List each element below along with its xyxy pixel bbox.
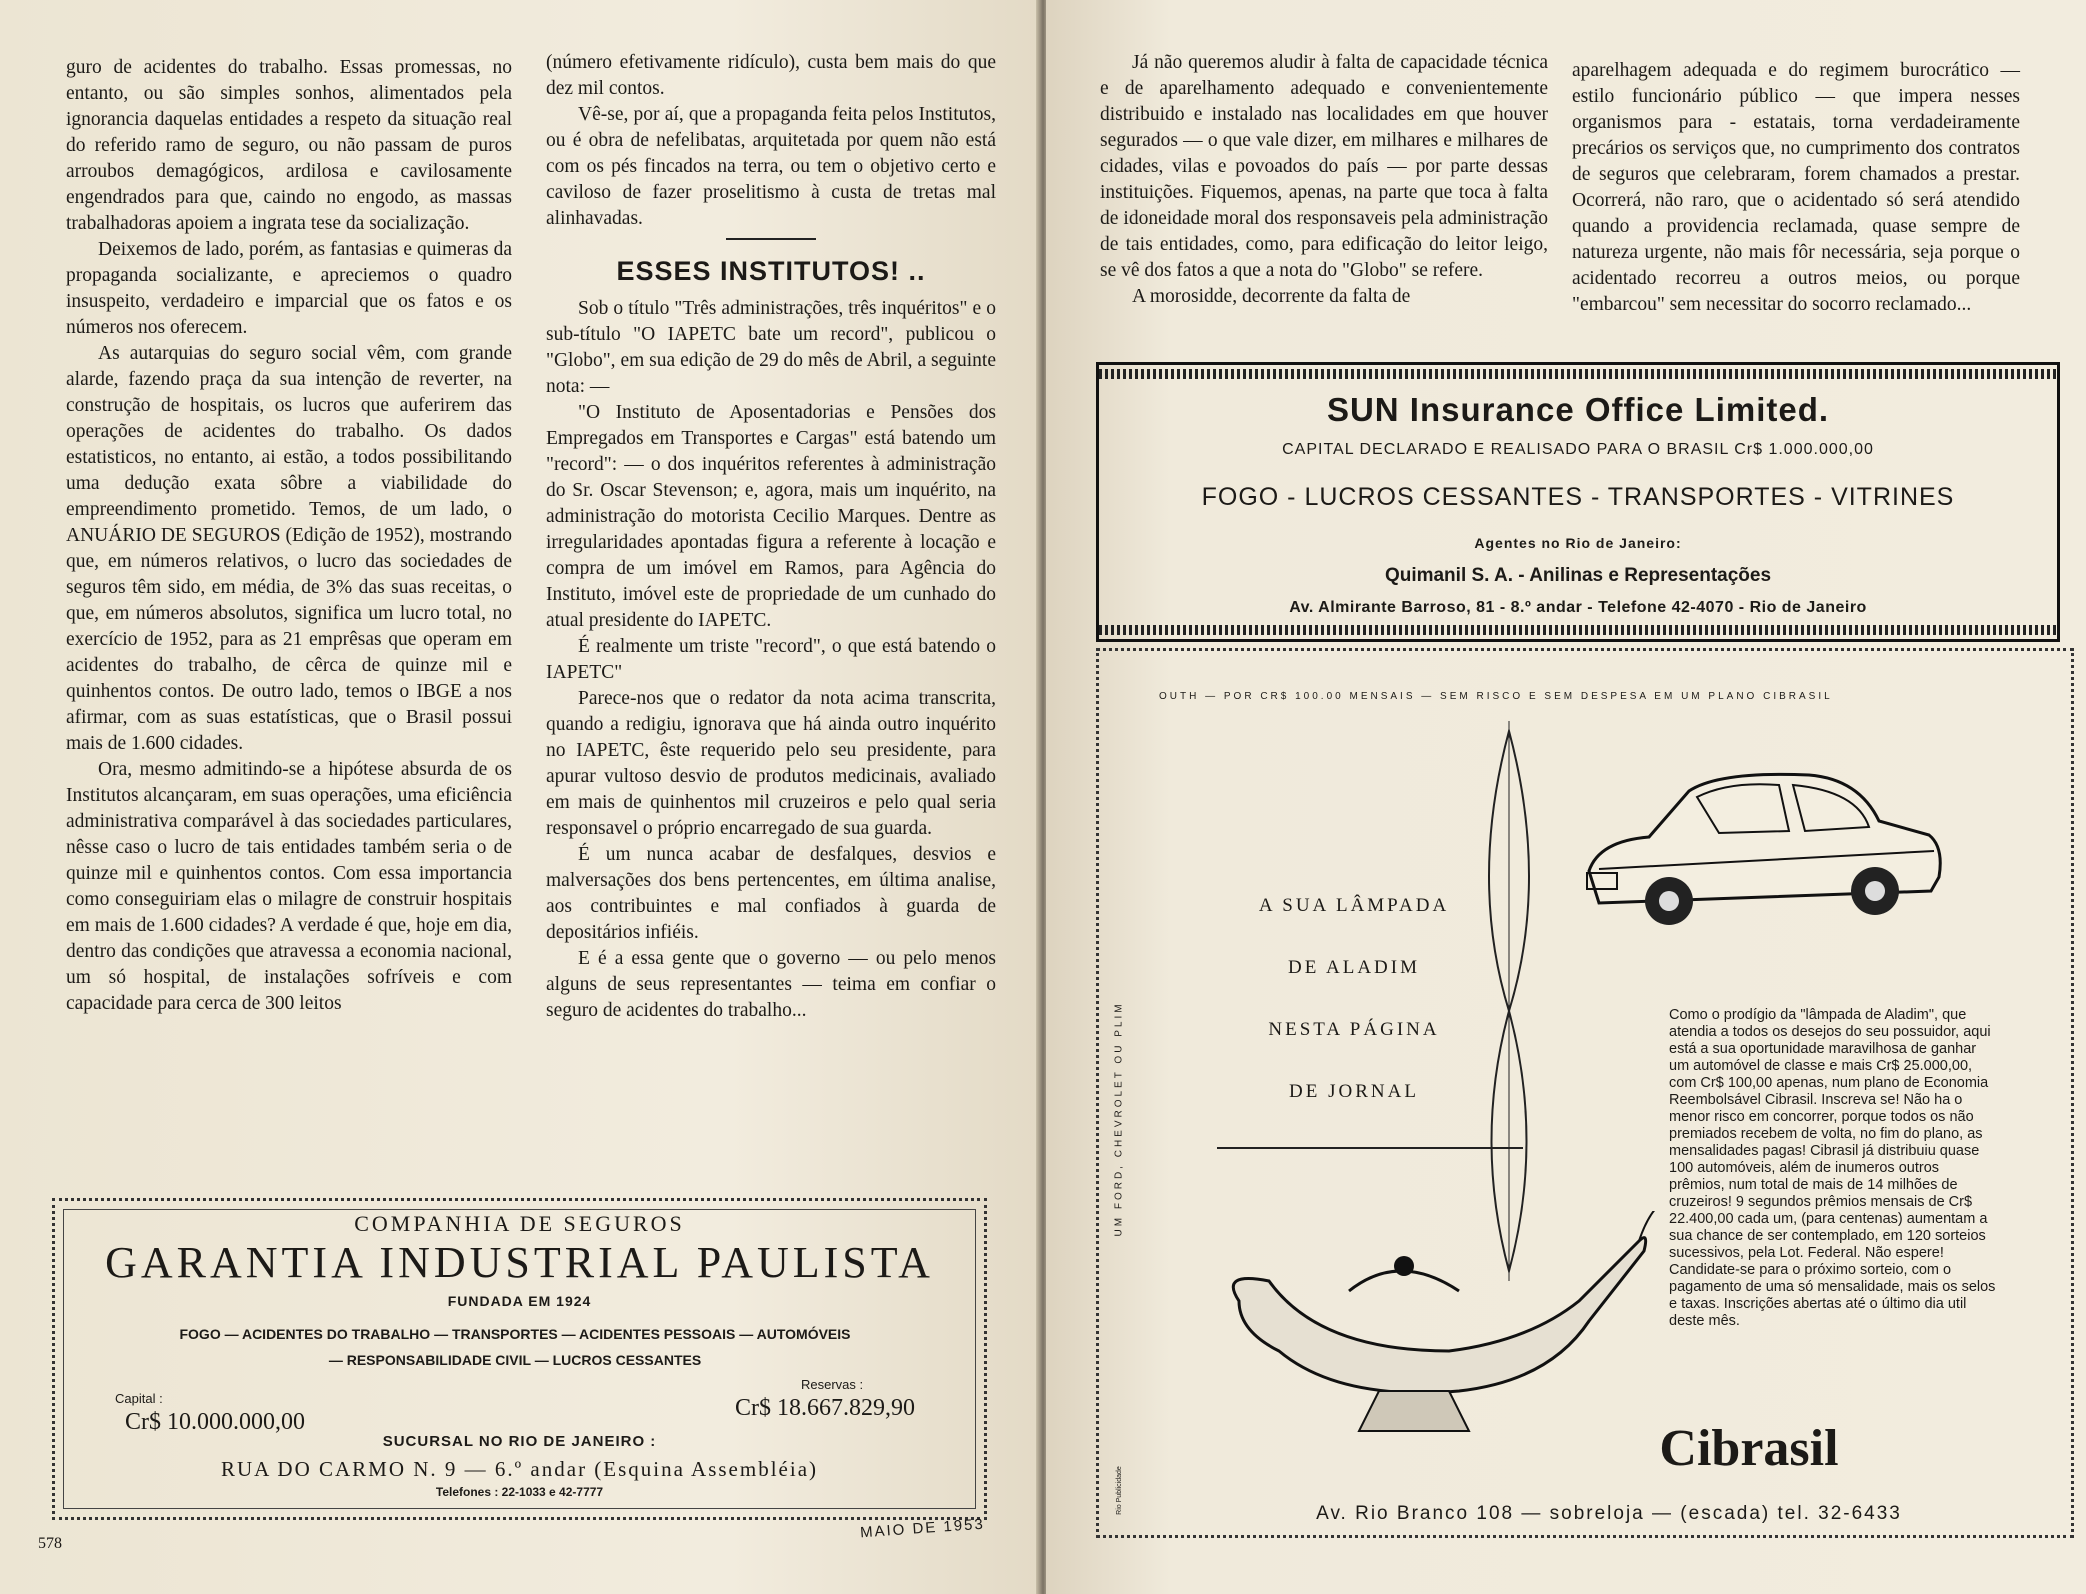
ad-lines-1: FOGO — ACIDENTES DO TRABALHO — TRANSPORTES — ACIDENTES PESSOAIS — AUTOMÓVEIS — [179, 1326, 851, 1342]
lamp-line: DE ALADIM — [1287, 957, 1421, 978]
lamp-line: A SUA LÂMPADA — [1258, 895, 1450, 916]
cibrasil-address: Av. Rio Branco 108 — sobreloja — (escada) tel. 32-6433 — [1316, 1503, 1902, 1524]
ad-founded: FUNDADA EM 1924 — [447, 1293, 592, 1309]
lamp-line: NESTA PÁGINA — [1268, 1019, 1440, 1040]
branch-phones: Telefones : 22-1033 e 42-7777 — [435, 1485, 604, 1499]
section-divider — [726, 238, 816, 240]
left-column-2 — [546, 50, 996, 1024]
reserves-label: Reservas : — [801, 1377, 864, 1392]
sun-address: Av. Almirante Barroso, 81 - 8.º andar - Telefone 42-4070 - Rio de Janeiro — [1289, 599, 1867, 616]
sun-agent-name: Quimanil S. A. - Anilinas e Representações — [1384, 565, 1772, 586]
garantia-ad — [52, 1198, 987, 1520]
paragraph: Ora, mesmo admitindo-se a hipótese absurda de os Institutos alcançaram, em suas operações, uma eficiência administrativa comparável à das sociedades particulares, nêsse caso o lucro de tais entidades também seria o de quinze mil e quinhentos contos. Com essa importancia como conseguiriam elas o milagre de construir hospitais em mais de 1.600 cidades? A verdade é que, hoje em dia, dentro das condições que atravessa a economia nacional, um só hospital, de instalações sofríveis e com capacidade para cerca de 300 leitos — [66, 759, 512, 1014]
paragraph: É realmente um triste "record", o que está batendo o IAPETC" — [546, 636, 996, 683]
branch-label: SUCURSAL NO RIO DE JANEIRO : — [382, 1433, 657, 1450]
ad-border-pattern — [1099, 625, 2057, 635]
left-column-1 — [66, 55, 512, 1017]
section-heading: ESSES INSTITUTOS! .. — [616, 256, 926, 286]
cibrasil-body: Como o prodígio da "lâmpada de Aladim", que atendia a todos os desejos do seu possuidor, aqui está a sua oportunidade maravilhosa de ganhar um automóvel de classe e mais Cr$ 25.000,00, com Cr$ 100,00 apenas, num plano de Economia Reembolsável Cibrasil. Inscreva se! Não ha o menor risco em concorrer, porque todos os não premiados recebem de volta, no fim do plano, as mensalidades pagas! Cibrasil já distribuiu quase 100 automóveis, além de inumeros outros prêmios, num total de mais de 14 milhões de cruzeiros! 9 segundos prêmios mensais de Cr$ 22.400,00 cada um, (para centenas) aumentam a sua chance de ser contemplado, em 120 sorteios sucessivos, pela Lot. Federal. Não espere! Candidate-se para o próximo sorteio, com o pagamento de uma só mensalidade, mais os selos e taxas. Inscrições abertas até o último dia util deste mês. — [1669, 1007, 1996, 1329]
paragraph: As autarquias do seguro social vêm, com grande alarde, fazendo praça da sua intenção de reverter, na construção de hospitais, os lucros que auferirem das operações de acidentes do trabalho. Os dados estatisticos, no entanto, ai estão, a todos possibilitando uma dedução exata sôbre a viabilidade do empreendimento prometido. Temos, de um lado, o ANUÁRIO DE SEGUROS (Edição de 1952), mostrando que, em números relativos, o lucro das sociedades de seguros têm sido, em média, de 3% das suas receitas, o que, em números absolutos, significa um lucro total, no exercício de 1952, para as 21 emprêsas que operam em acidentes do trabalho, de cêrca de quinze mil e quinhentos contos. De outro lado, temos o IBGE a nos afirmar, com as suas estatísticas, que o Brasil possui mais de 1.600 cidades. — [66, 343, 512, 754]
car-icon — [1579, 751, 1949, 951]
paragraph: (número efetivamente ridículo), custa bem mais do que dez mil contos. — [546, 52, 996, 99]
paragraph: Deixemos de lado, porém, as fantasias e quimeras da propaganda socializante, e apreciemos o quadro insuspeito, verdadeiro e imparcial que os fatos e os números nos oferecem. — [66, 239, 512, 338]
sun-agents: Agentes no Rio de Janeiro: — [1474, 535, 1682, 551]
agency-credit: Rio Publicidade — [1115, 1466, 1123, 1515]
lamp-underline — [1217, 1147, 1523, 1149]
cibrasil-top-line: OUTH — POR CR$ 100.00 MENSAIS — SEM RISCO E SEM DESPESA EM UM PLANO CIBRASIL — [1159, 691, 1833, 702]
paragraph: Sob o título "Três administrações, três inquéritos" e o sub-título "O IAPETC bate um record", publicou o "Globo", em sua edição de 29 do mês de Abril, a seguinte nota: — — [546, 298, 996, 397]
paragraph: A morosidde, decorrente da falta de — [1132, 286, 1411, 307]
right-column-2 — [1572, 58, 2020, 318]
paragraph: E é a essa gente que o governo — ou pelo menos alguns de seus representantes — teima em confiar o seguro de acidentes do trabalho... — [546, 948, 996, 1021]
issue-date: MAIO DE 1953 — [859, 1515, 986, 1542]
sun-title: SUN Insurance Office Limited. — [1326, 391, 1830, 428]
ad-company-label: COMPANHIA DE SEGUROS — [354, 1211, 685, 1236]
sun-lines: FOGO - LUCROS CESSANTES - TRANSPORTES - VITRINES — [1201, 483, 1955, 511]
paragraph: Parece-nos que o redator da nota acima transcrita, quando a redigiu, ignorava que há ainda outro inquérito no IAPETC, êste requerido pelo seu presidente, para apurar vultoso desvio de produtos medicinais, avaliado em mais de quinhentos mil cruzeiros e pelo qual seria responsavel o próprio encarregado de sua guarda. — [546, 688, 996, 839]
paragraph: É um nunca acabar de desfalques, desvios e malversações dos bens pertencentes, em última analise, aos contribuintes e mal confiados à guarda de depositários infiéis. — [546, 844, 996, 943]
ad-lines-2: — RESPONSABILIDADE CIVIL — LUCROS CESSANTES — [328, 1352, 702, 1368]
sun-capital: CAPITAL DECLARADO E REALISADO PARA O BRASIL Cr$ 1.000.000,00 — [1282, 441, 1874, 458]
paragraph: aparelhagem adequada e do regimem burocrático — estilo funcionário público — que impera nesses organismos para - estatais, torna verdadeiramente precários os serviços que, no cumprimento dos contratos de seguros que celebraram, forem chamados a prestar. Ocorrerá, não raro, que o acidentado só será atendido quando a providencia reclamada, quase sempre de natureza urgente, não mais fôr necessária, seja porque o acidentado recorreu a outros meios, ou porque "embarcou" sem necessitar do socorro reclamado... — [1572, 60, 2020, 315]
capital-label: Capital : — [115, 1391, 163, 1406]
paragraph: "O Instituto de Aposentadorias e Pensões dos Empregados em Transportes e Cargas" está batendo um "record": — o dos inquéritos referentes à administração do Sr. Oscar Stevenson; e, agora, mais um inquérito, na administração do motorista Cecilio Marques. Dentre as irregularidades apontadas figura a referente à locação e compra de um imóvel em Ramos, para Agência do Instituto, imóvel este de propriedade de um cunhado do atual presidente do IAPETC. — [546, 402, 996, 631]
paragraph: guro de acidentes do trabalho. Essas promessas, no entanto, ou são simples sonhos, alimentados pela ignorancia daquelas entidades a respeto da situação real do referido ramo de seguro, ou não passam de puros arroubos demagógicos, ardilosa e cavilosamente engendrados para que, caindo no engodo, as massas trabalhadoras apoiem a ingrata tese da socialização. — [66, 57, 512, 234]
left-page — [0, 0, 1040, 1594]
capital-value: Cr$ 10.000.000,00 — [125, 1409, 305, 1435]
branch-address: RUA DO CARMO N. 9 — 6.º andar (Esquina Assembléia) — [220, 1457, 819, 1481]
right-column-1 — [1100, 50, 1548, 310]
cibrasil-ad — [1096, 648, 2074, 1538]
paragraph: Vê-se, por aí, que a propaganda feita pelos Institutos, ou é obra de nefelibatas, arquitetada por quem não está com os pés fincados na terra, ou tem o objetivo certo e caviloso de fazer proselitismo à custa de tretas mal alinhavadas. — [546, 104, 996, 229]
paragraph: Já não queremos aludir à falta de capacidade técnica e de aparelhamento adequado e convenientemente distribuido e instalado nas localidades em que houver segurados — o que vale dizer, em milhares e milhares de cidades, vilas e povoados do país — por parte dessas instituições. Fiquemos, apenas, na parte que toca à falta de idoneidade moral dos responsaveis pela administração de tais entidades, como, para edificação do leitor leigo, se vê dos fatos a que a nota do "Globo" se refere. — [1100, 52, 1548, 281]
reserves-value: Cr$ 18.667.829,90 — [735, 1395, 915, 1421]
ad-border-pattern — [1099, 369, 2057, 379]
page-number: 578 — [38, 1535, 62, 1552]
right-page — [1046, 0, 2086, 1594]
sun-insurance-ad — [1096, 362, 2060, 642]
ad-lines — [95, 1321, 935, 1373]
oil-lamp-icon — [1199, 1211, 1659, 1461]
cibrasil-side-line: UM FORD, CHEVROLET OU PLIM — [1113, 1001, 1125, 1237]
ad-company-name: GARANTIA INDUSTRIAL PAULISTA — [105, 1238, 934, 1287]
lamp-line: DE JORNAL — [1289, 1081, 1419, 1102]
lamp-lines — [1219, 895, 1489, 1143]
cibrasil-logo: Cibrasil — [1659, 1420, 1839, 1477]
